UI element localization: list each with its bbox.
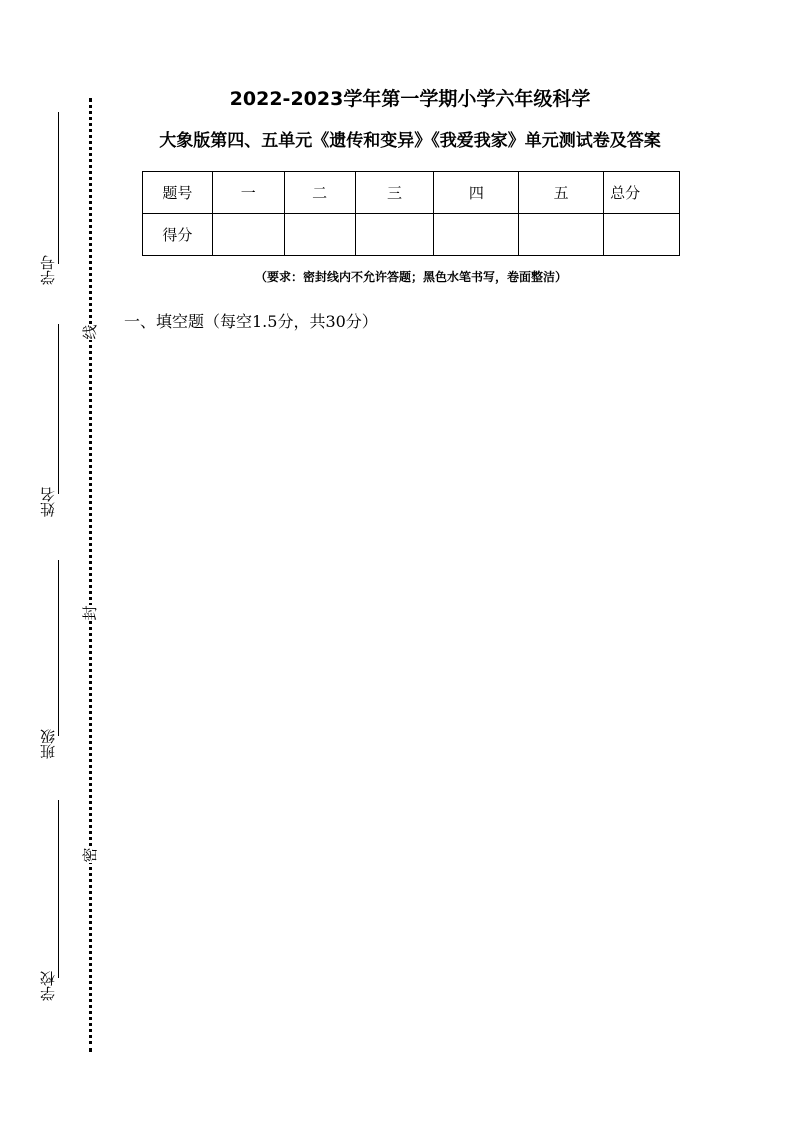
seal-char-line: 线 — [81, 324, 99, 340]
table-header-cell: 题号 — [143, 172, 213, 214]
score-cell — [434, 214, 519, 256]
score-cell — [212, 214, 284, 256]
class-label: 班级 — [39, 729, 57, 759]
name-write-line — [58, 324, 59, 494]
score-cell — [519, 214, 604, 256]
section-1-heading: 一、填空题（每空1.5分，共30分） — [124, 312, 378, 331]
table-header-cell: 三 — [355, 172, 434, 214]
table-header-cell: 五 — [519, 172, 604, 214]
table-header-cell: 四 — [434, 172, 519, 214]
exam-title: 2022-2023学年第一学期小学六年级科学 — [229, 88, 591, 110]
score-cell — [355, 214, 434, 256]
score-row-label: 得分 — [143, 214, 213, 256]
name-label: 姓名 — [39, 487, 57, 517]
exam-subtitle: 大象版第四、五单元《遗传和变异》《我爱我家》单元测试卷及答案 — [159, 131, 661, 151]
school-label: 学校 — [39, 971, 57, 1001]
student-id-write-line — [58, 112, 59, 264]
score-table-header-row — [143, 172, 680, 214]
exam-requirements-note: （要求：密封线内不允许答题；黑色水笔书写，卷面整洁） — [254, 270, 567, 284]
score-table-score-row — [143, 214, 680, 256]
seal-char-seal: 封 — [81, 605, 99, 621]
table-header-cell: 二 — [284, 172, 355, 214]
score-cell — [604, 214, 680, 256]
seal-char-secret: 密 — [81, 847, 99, 863]
school-write-line — [58, 800, 59, 978]
seal-dotted-line — [89, 98, 92, 1052]
class-write-line — [58, 560, 59, 736]
table-header-cell: 一 — [212, 172, 284, 214]
score-cell — [284, 214, 355, 256]
table-header-cell: 总分 — [604, 172, 680, 214]
score-table — [142, 171, 680, 256]
student-id-label: 学号 — [39, 255, 57, 285]
binding-margin — [0, 0, 110, 1123]
